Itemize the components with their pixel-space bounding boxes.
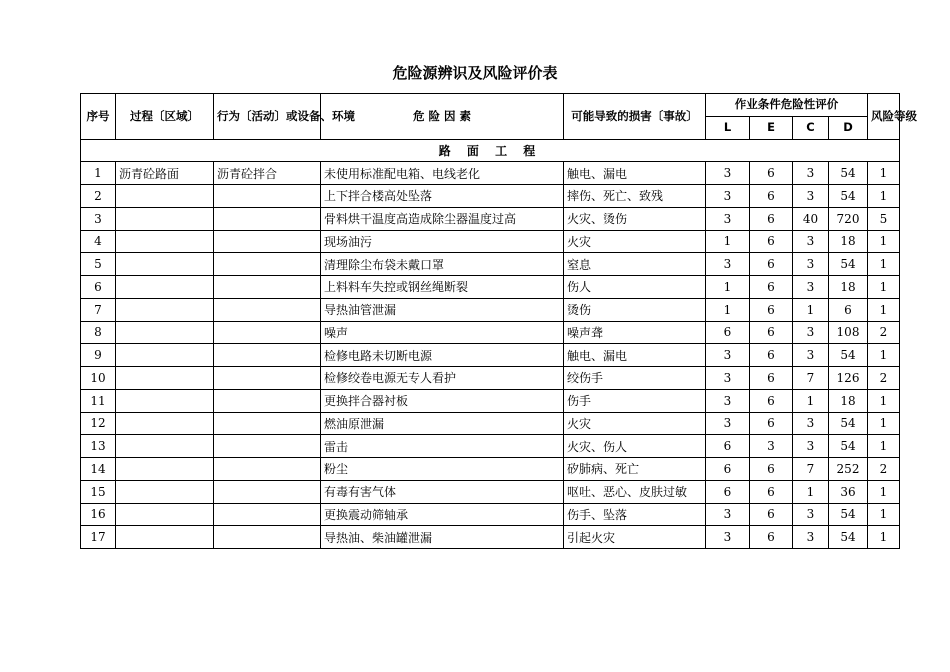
cell-harm: 伤人 — [564, 276, 706, 299]
table-row — [81, 389, 900, 412]
table-row — [81, 162, 900, 185]
cell-harm: 火灾 — [564, 230, 706, 253]
header-level: 风险等级 — [868, 94, 900, 140]
cell-level: 1 — [868, 435, 900, 458]
cell-hazard: 检修绞卷电源无专人看护 — [321, 367, 564, 390]
cell-hazard: 导热油管泄漏 — [321, 298, 564, 321]
table-row — [81, 367, 900, 390]
risk-table — [80, 93, 917, 549]
cell-harm: 火灾、烫伤 — [564, 207, 706, 230]
cell-C: 40 — [793, 207, 829, 230]
cell-hazard: 检修电路未切断电源 — [321, 344, 564, 367]
cell-activity — [214, 458, 321, 481]
cell-hazard: 导热油、柴油罐泄漏 — [321, 526, 564, 549]
cell-process — [116, 185, 214, 208]
cell-L: 3 — [706, 412, 750, 435]
cell-C: 3 — [793, 526, 829, 549]
cell-C: 3 — [793, 503, 829, 526]
cell-harm: 噪声聋 — [564, 321, 706, 344]
cell-harm: 绞伤手 — [564, 367, 706, 390]
cell-hazard: 有毒有害气体 — [321, 480, 564, 503]
cell-E: 6 — [750, 276, 793, 299]
cell-level: 1 — [868, 344, 900, 367]
cell-activity — [214, 435, 321, 458]
cell-level: 1 — [868, 276, 900, 299]
cell-activity — [214, 276, 321, 299]
cell-D: 54 — [829, 435, 868, 458]
header-harm: 可能导致的损害〔事故〕 — [564, 94, 706, 140]
cell-harm: 伤手 — [564, 389, 706, 412]
cell-harm: 伤手、坠落 — [564, 503, 706, 526]
cell-seq: 17 — [81, 526, 116, 549]
cell-seq: 10 — [81, 367, 116, 390]
cell-level: 1 — [868, 389, 900, 412]
header-hazard: 危 险 因 素 — [321, 94, 564, 140]
table-row — [81, 207, 900, 230]
cell-activity — [214, 185, 321, 208]
cell-C: 3 — [793, 230, 829, 253]
cell-D: 36 — [829, 480, 868, 503]
cell-level: 5 — [868, 207, 900, 230]
cell-L: 6 — [706, 321, 750, 344]
cell-seq: 9 — [81, 344, 116, 367]
cell-level: 1 — [868, 503, 900, 526]
cell-harm: 窒息 — [564, 253, 706, 276]
cell-hazard: 现场油污 — [321, 230, 564, 253]
cell-level: 1 — [868, 526, 900, 549]
cell-L: 1 — [706, 298, 750, 321]
cell-L: 1 — [706, 276, 750, 299]
cell-hazard: 燃油原泄漏 — [321, 412, 564, 435]
cell-hazard: 上下拌合楼高处坠落 — [321, 185, 564, 208]
cell-harm: 触电、漏电 — [564, 344, 706, 367]
cell-E: 6 — [750, 458, 793, 481]
cell-process — [116, 480, 214, 503]
cell-process — [116, 321, 214, 344]
cell-seq: 15 — [81, 480, 116, 503]
cell-D: 54 — [829, 185, 868, 208]
cell-E: 6 — [750, 344, 793, 367]
cell-seq: 5 — [81, 253, 116, 276]
cell-level: 1 — [868, 185, 900, 208]
cell-C: 3 — [793, 276, 829, 299]
cell-L: 6 — [706, 458, 750, 481]
cell-seq: 6 — [81, 276, 116, 299]
cell-process — [116, 253, 214, 276]
header-C: C — [793, 116, 829, 139]
cell-activity — [214, 503, 321, 526]
cell-process — [116, 526, 214, 549]
cell-activity — [214, 253, 321, 276]
cell-C: 1 — [793, 298, 829, 321]
cell-seq: 1 — [81, 162, 116, 185]
cell-L: 3 — [706, 367, 750, 390]
cell-seq: 2 — [81, 185, 116, 208]
cell-D: 54 — [829, 162, 868, 185]
cell-process — [116, 367, 214, 390]
cell-E: 6 — [750, 253, 793, 276]
cell-harm: 火灾 — [564, 412, 706, 435]
cell-level: 1 — [868, 298, 900, 321]
table-row — [81, 276, 900, 299]
cell-harm: 烫伤 — [564, 298, 706, 321]
cell-L: 6 — [706, 480, 750, 503]
cell-process: 沥青砼路面 — [116, 162, 214, 185]
cell-seq: 13 — [81, 435, 116, 458]
cell-E: 6 — [750, 298, 793, 321]
cell-activity — [214, 480, 321, 503]
cell-E: 6 — [750, 480, 793, 503]
cell-activity — [214, 526, 321, 549]
cell-C: 3 — [793, 412, 829, 435]
cell-D: 108 — [829, 321, 868, 344]
cell-C: 7 — [793, 458, 829, 481]
cell-hazard: 雷击 — [321, 435, 564, 458]
cell-activity — [214, 367, 321, 390]
cell-hazard: 上料料车失控或钢丝绳断裂 — [321, 276, 564, 299]
header-L: L — [706, 116, 750, 139]
cell-C: 3 — [793, 253, 829, 276]
cell-D: 252 — [829, 458, 868, 481]
cell-activity: 沥青砼拌合 — [214, 162, 321, 185]
cell-C: 1 — [793, 480, 829, 503]
cell-process — [116, 435, 214, 458]
cell-C: 3 — [793, 435, 829, 458]
cell-C: 3 — [793, 321, 829, 344]
header-D: D — [829, 116, 868, 139]
cell-process — [116, 389, 214, 412]
header-activity: 行为〔活动〕或设备、环境 — [214, 94, 321, 140]
cell-seq: 8 — [81, 321, 116, 344]
cell-E: 6 — [750, 389, 793, 412]
header-process: 过程〔区域〕 — [116, 94, 214, 140]
cell-activity — [214, 230, 321, 253]
cell-harm: 呕吐、恶心、皮肤过敏 — [564, 480, 706, 503]
cell-process — [116, 412, 214, 435]
cell-process — [116, 230, 214, 253]
cell-D: 18 — [829, 276, 868, 299]
cell-E: 6 — [750, 321, 793, 344]
cell-hazard: 更换震动筛轴承 — [321, 503, 564, 526]
cell-E: 6 — [750, 185, 793, 208]
cell-process — [116, 276, 214, 299]
cell-C: 1 — [793, 389, 829, 412]
cell-harm: 矽肺病、死亡 — [564, 458, 706, 481]
cell-harm: 火灾、伤人 — [564, 435, 706, 458]
cell-L: 6 — [706, 435, 750, 458]
cell-process — [116, 503, 214, 526]
header-evaluation: 作业条件危险性评价 — [706, 94, 868, 117]
cell-activity — [214, 412, 321, 435]
table-row — [81, 526, 900, 549]
cell-seq: 16 — [81, 503, 116, 526]
cell-D: 54 — [829, 344, 868, 367]
table-row — [81, 458, 900, 481]
cell-harm: 引起火灾 — [564, 526, 706, 549]
cell-E: 6 — [750, 412, 793, 435]
cell-C: 3 — [793, 344, 829, 367]
table-row — [81, 253, 900, 276]
cell-E: 6 — [750, 207, 793, 230]
cell-level: 1 — [868, 253, 900, 276]
cell-D: 18 — [829, 389, 868, 412]
cell-L: 3 — [706, 526, 750, 549]
cell-hazard: 粉尘 — [321, 458, 564, 481]
cell-E: 6 — [750, 367, 793, 390]
cell-L: 3 — [706, 253, 750, 276]
cell-E: 6 — [750, 526, 793, 549]
cell-level: 2 — [868, 458, 900, 481]
cell-hazard: 更换拌合器衬板 — [321, 389, 564, 412]
table-row — [81, 503, 900, 526]
cell-activity — [214, 207, 321, 230]
cell-D: 54 — [829, 526, 868, 549]
cell-D: 54 — [829, 412, 868, 435]
cell-seq: 7 — [81, 298, 116, 321]
cell-level: 1 — [868, 162, 900, 185]
cell-E: 3 — [750, 435, 793, 458]
table-row — [81, 185, 900, 208]
cell-L: 3 — [706, 162, 750, 185]
cell-process — [116, 207, 214, 230]
cell-activity — [214, 321, 321, 344]
cell-level: 1 — [868, 230, 900, 253]
table-row — [81, 344, 900, 367]
cell-D: 126 — [829, 367, 868, 390]
cell-L: 3 — [706, 344, 750, 367]
cell-seq: 14 — [81, 458, 116, 481]
cell-seq: 4 — [81, 230, 116, 253]
cell-D: 6 — [829, 298, 868, 321]
cell-level: 2 — [868, 367, 900, 390]
table-row — [81, 298, 900, 321]
cell-hazard: 噪声 — [321, 321, 564, 344]
cell-harm: 触电、漏电 — [564, 162, 706, 185]
table-row — [81, 230, 900, 253]
cell-process — [116, 344, 214, 367]
table-row — [81, 321, 900, 344]
cell-C: 3 — [793, 185, 829, 208]
cell-activity — [214, 298, 321, 321]
section-row — [81, 139, 900, 162]
table-row — [81, 435, 900, 458]
cell-L: 1 — [706, 230, 750, 253]
cell-D: 54 — [829, 253, 868, 276]
cell-L: 3 — [706, 503, 750, 526]
cell-E: 6 — [750, 230, 793, 253]
cell-C: 3 — [793, 162, 829, 185]
cell-activity — [214, 344, 321, 367]
cell-level: 1 — [868, 480, 900, 503]
cell-seq: 3 — [81, 207, 116, 230]
cell-activity — [214, 389, 321, 412]
header-seq: 序号 — [81, 94, 116, 140]
cell-L: 3 — [706, 185, 750, 208]
cell-process — [116, 298, 214, 321]
cell-level: 2 — [868, 321, 900, 344]
cell-seq: 11 — [81, 389, 116, 412]
cell-L: 3 — [706, 389, 750, 412]
cell-harm: 摔伤、死亡、致残 — [564, 185, 706, 208]
table-header-row — [81, 94, 900, 117]
cell-hazard: 骨料烘干温度高造成除尘器温度过高 — [321, 207, 564, 230]
page-title: 危险源辨识及风险评价表 — [392, 64, 558, 82]
table-row — [81, 412, 900, 435]
cell-level: 1 — [868, 412, 900, 435]
cell-D: 720 — [829, 207, 868, 230]
cell-D: 18 — [829, 230, 868, 253]
cell-E: 6 — [750, 503, 793, 526]
cell-seq: 12 — [81, 412, 116, 435]
header-E: E — [750, 116, 793, 139]
cell-process — [116, 458, 214, 481]
cell-D: 54 — [829, 503, 868, 526]
cell-C: 7 — [793, 367, 829, 390]
cell-hazard: 清理除尘布袋未戴口罩 — [321, 253, 564, 276]
cell-hazard: 未使用标准配电箱、电线老化 — [321, 162, 564, 185]
cell-E: 6 — [750, 162, 793, 185]
cell-L: 3 — [706, 207, 750, 230]
table-row — [81, 480, 900, 503]
section-title: 路 面 工 程 — [81, 139, 900, 162]
